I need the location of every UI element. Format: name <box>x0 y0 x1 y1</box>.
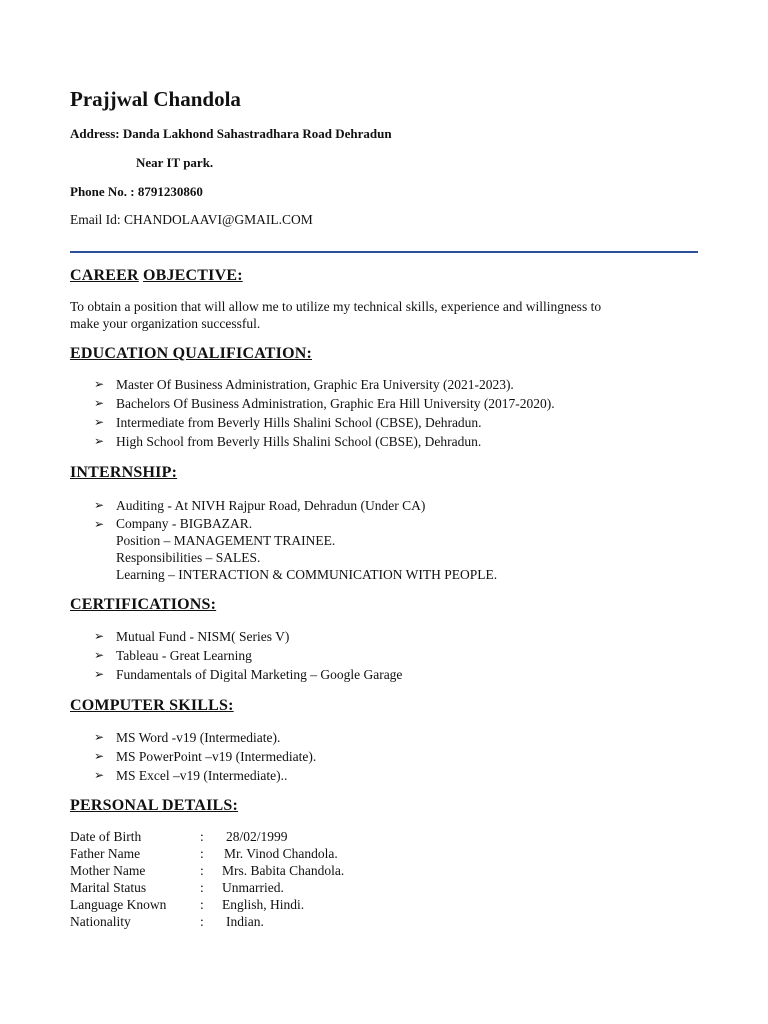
internship-heading-text: INTERNSHIP: <box>70 464 178 481</box>
computer-skills-list <box>94 728 316 785</box>
list-item: ➢ MS Excel –v19 (Intermediate).. <box>94 768 288 783</box>
detail-separator: : <box>200 914 204 929</box>
email-address: Email Id: CHANDOLAAVI@GMAIL.COM <box>70 212 313 227</box>
list-item: ➢ MS PowerPoint –v19 (Intermediate). <box>94 749 317 764</box>
detail-separator: : <box>200 863 204 878</box>
address-line-1: Address: Danda Lakhond Sahastradhara Road Dehradun <box>70 126 392 141</box>
list-item: ➢ Tableau - Great Learning <box>94 648 252 663</box>
detail-row <box>70 879 470 896</box>
arrowhead-bullet-icon: ➢ <box>94 498 105 512</box>
detail-row <box>70 828 470 845</box>
arrowhead-bullet-icon: ➢ <box>94 517 105 531</box>
internship-learning: Learning – INTERACTION & COMMUNICATION WITH PEOPLE. <box>116 567 498 582</box>
arrowhead-bullet-icon: ➢ <box>94 730 105 744</box>
list-item: ➢ Fundamentals of Digital Marketing – Google Garage <box>94 667 403 682</box>
personal-details-table <box>70 828 470 930</box>
list-item: ➢ Mutual Fund - NISM( Series V) <box>94 629 290 644</box>
career-heading-word-1: CAREER <box>70 267 139 284</box>
internship-company: Company - BIGBAZAR. <box>116 516 253 531</box>
internship-list <box>94 496 497 583</box>
detail-separator: : <box>200 829 204 844</box>
header-divider <box>70 251 698 253</box>
detail-separator: : <box>200 880 204 895</box>
career-heading-word-2: OBJECTIVE: <box>142 267 243 284</box>
arrowhead-bullet-icon: ➢ <box>94 749 105 763</box>
career-objective-text <box>70 298 690 332</box>
certifications-list <box>94 627 402 684</box>
education-heading <box>70 345 312 363</box>
detail-row <box>70 913 470 930</box>
detail-value: Indian. <box>226 914 264 929</box>
personal-details-heading-text: PERSONAL DETAILS: <box>70 797 239 814</box>
detail-value: Mr. Vinod Chandola. <box>224 846 338 861</box>
detail-row <box>70 896 470 913</box>
internship-position: Position – MANAGEMENT TRAINEE. <box>116 533 336 548</box>
list-item: ➢ MS Word -v19 (Intermediate). <box>94 730 281 745</box>
list-item: ➢ High School from Beverly Hills Shalini School (CBSE), Dehradun. <box>94 434 482 449</box>
list-item: ➢ Master Of Business Administration, Graphic Era University (2021-2023). <box>94 377 514 392</box>
detail-row <box>70 862 470 879</box>
detail-value: 28/02/1999 <box>226 829 288 844</box>
career-objective-heading <box>70 267 243 285</box>
list-item: ➢ Intermediate from Beverly Hills Shalini School (CBSE), Dehradun. <box>94 415 482 430</box>
list-item: ➢ Bachelors Of Business Administration, Graphic Era Hill University (2017-2020). <box>94 396 555 411</box>
computer-skills-heading <box>70 697 234 715</box>
career-line-1: To obtain a position that will allow me to utilize my technical skills, experience and willingness to <box>70 299 602 314</box>
computer-skills-heading-text: COMPUTER SKILLS: <box>70 697 234 714</box>
detail-label: Nationality <box>70 914 131 929</box>
list-item <box>94 515 497 583</box>
detail-label: Marital Status <box>70 880 147 895</box>
arrowhead-bullet-icon: ➢ <box>94 648 105 662</box>
phone-number: Phone No. : 8791230860 <box>70 184 203 199</box>
address-line-2: Near IT park. <box>136 155 214 170</box>
candidate-name: Prajjwal Chandola <box>70 87 241 111</box>
detail-label: Language Known <box>70 897 167 912</box>
career-line-2: make your organization successful. <box>70 316 261 331</box>
certifications-heading-text: CERTIFICATIONS: <box>70 596 217 613</box>
detail-separator: : <box>200 846 204 861</box>
education-heading-text: EDUCATION QUALIFICATION: <box>70 345 313 362</box>
arrowhead-bullet-icon: ➢ <box>94 667 105 681</box>
arrowhead-bullet-icon: ➢ <box>94 377 105 391</box>
internship-heading <box>70 464 177 482</box>
arrowhead-bullet-icon: ➢ <box>94 629 105 643</box>
arrowhead-bullet-icon: ➢ <box>94 768 105 782</box>
arrowhead-bullet-icon: ➢ <box>94 434 105 448</box>
arrowhead-bullet-icon: ➢ <box>94 415 105 429</box>
detail-label: Date of Birth <box>70 829 142 844</box>
detail-separator: : <box>200 897 204 912</box>
personal-details-heading <box>70 797 238 815</box>
detail-value: Unmarried. <box>222 880 284 895</box>
certifications-heading <box>70 596 216 614</box>
detail-label: Father Name <box>70 846 141 861</box>
detail-label: Mother Name <box>70 863 146 878</box>
list-item: ➢ Auditing - At NIVH Rajpur Road, Dehradun (Under CA) <box>94 498 426 513</box>
detail-value: English, Hindi. <box>222 897 305 912</box>
internship-responsibilities: Responsibilities – SALES. <box>116 550 261 565</box>
arrowhead-bullet-icon: ➢ <box>94 396 105 410</box>
education-list <box>94 375 555 451</box>
detail-row <box>70 845 470 862</box>
detail-value: Mrs. Babita Chandola. <box>222 863 345 878</box>
